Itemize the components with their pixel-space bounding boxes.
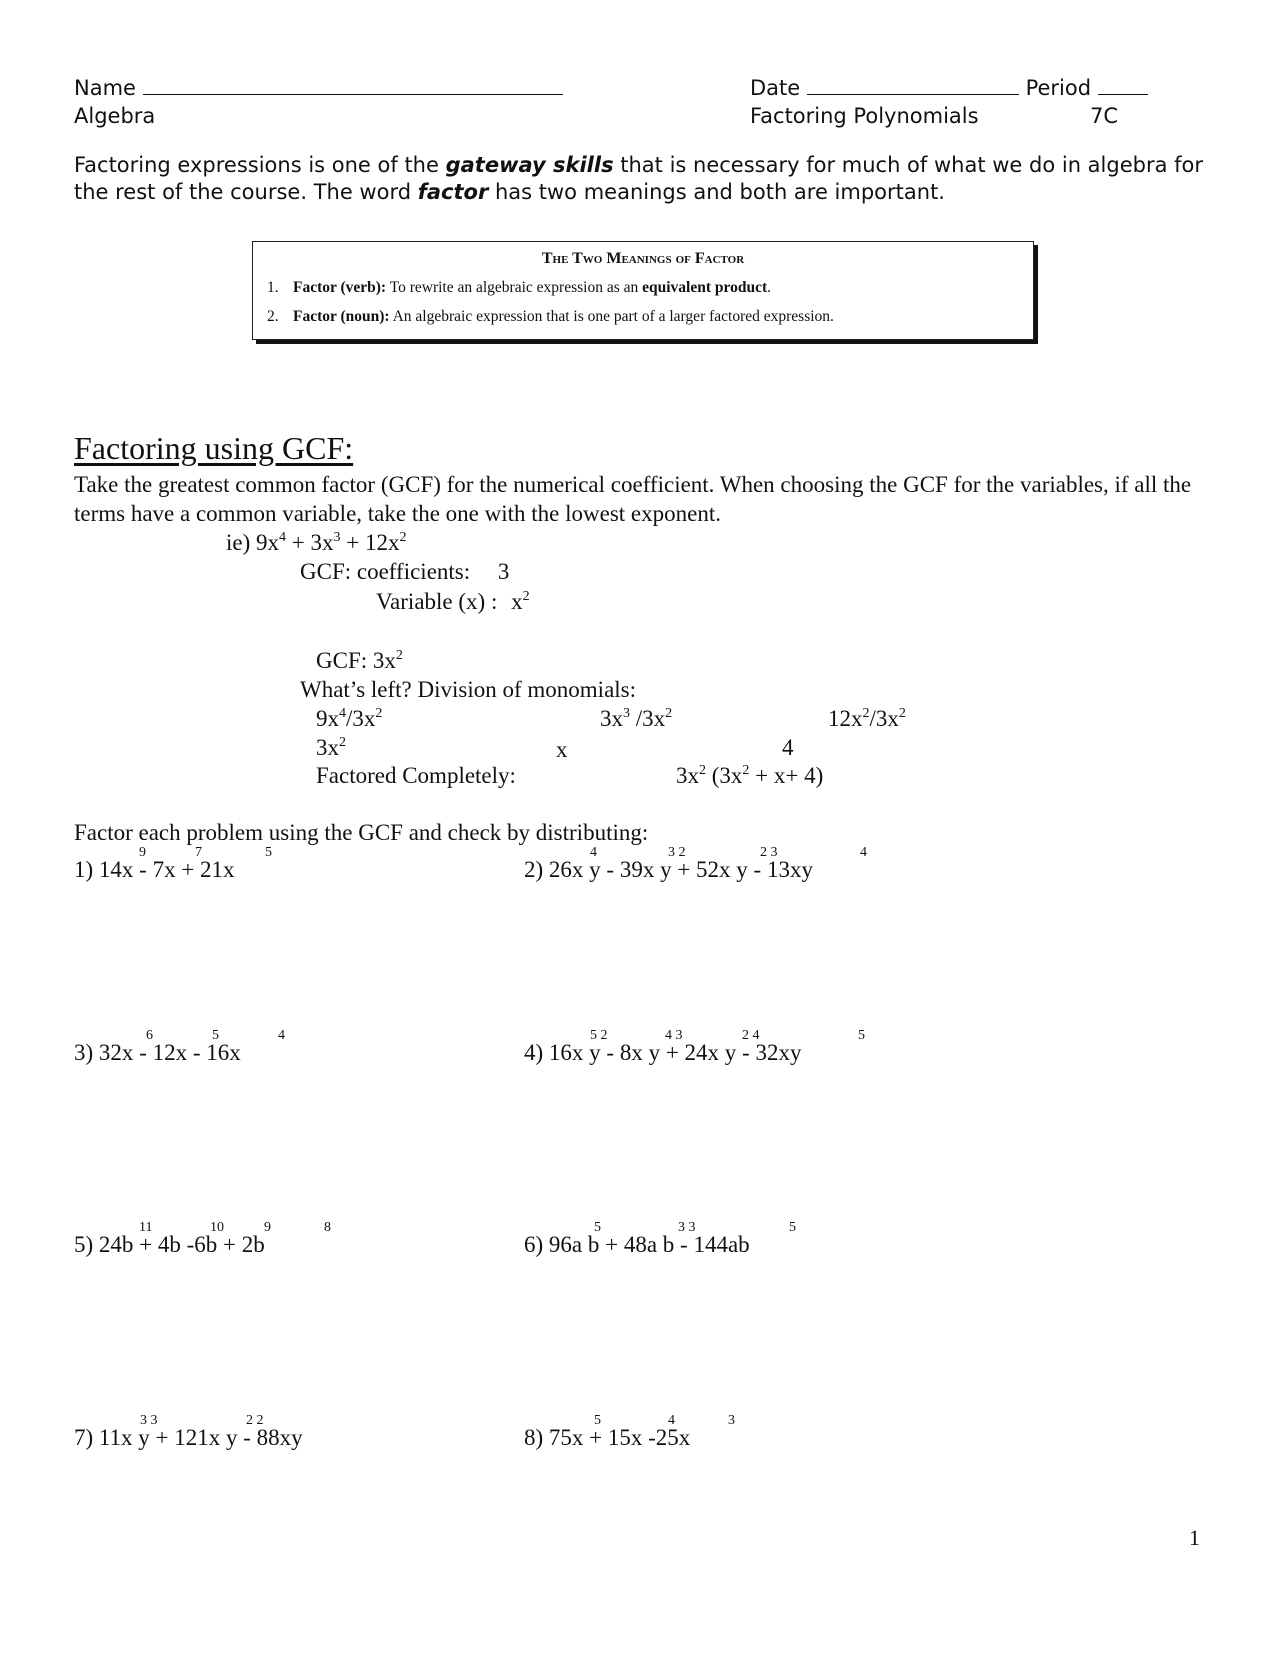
intro-text-1: Factoring expressions is one of the (74, 153, 446, 177)
exponent: 2 (522, 589, 530, 604)
exponent: 2 3 (760, 845, 778, 860)
exponent: 4 3 (665, 1028, 683, 1043)
intro-emphasis-factor: factor (417, 180, 489, 204)
exponent: 5 (265, 845, 272, 860)
example-term: + 3x (286, 530, 334, 555)
exponent: 5 (594, 1220, 601, 1235)
factored-part: 3x (676, 763, 699, 788)
date-label: Date (750, 76, 801, 100)
unit-title: Factoring Polynomials (750, 104, 979, 128)
unit-code: 7C (1090, 104, 1119, 128)
problem-5: 5) 24b + 4b -6b + 2b (74, 1232, 265, 1257)
problem-4: 4) 16x y - 8x y + 24x y - 32xy (524, 1040, 802, 1065)
gcf-variable-label: Variable (x) : (376, 589, 498, 614)
division-result-text: 3x (316, 735, 339, 760)
exponent: 2 (665, 706, 673, 721)
example-term: ie) 9x (226, 530, 280, 555)
division-result-2: x (556, 737, 568, 762)
factored-part: (3x (706, 763, 743, 788)
exponent: 2 (742, 763, 750, 778)
gcf-coefficients-row (300, 559, 509, 585)
problem-2: 2) 26x y - 39x y + 52x y - 13xy (524, 857, 813, 882)
definition-term: Factor (verb): (293, 279, 387, 296)
division-part: 9x (316, 706, 339, 731)
problem-1: 1) 14x - 7x + 21x (74, 857, 235, 882)
definition-number: 2. (267, 308, 279, 325)
exponent: 3 (728, 1413, 735, 1428)
division-part: 12x (828, 706, 863, 731)
exponent: 2 (375, 706, 383, 721)
example-expression (226, 530, 406, 556)
gcf-variable-row (376, 589, 530, 615)
gcf-variable-value: x (511, 589, 523, 614)
definition-number: 1. (267, 279, 279, 296)
division-part: /3x (869, 706, 899, 731)
intro-emphasis-gateway: gateway skills (445, 153, 614, 177)
exponent: 2 (395, 648, 403, 663)
definition-box-title: The Two Meanings of Factor (541, 250, 745, 267)
date-blank[interactable] (807, 76, 1019, 95)
exponent: 4 (860, 845, 867, 860)
example-term: + 12x (340, 530, 400, 555)
definition-item (267, 308, 834, 326)
factored-label: Factored Completely: (316, 763, 516, 788)
exponent: 5 (212, 1028, 219, 1043)
problem-3: 3) 32x - 12x - 16x (74, 1040, 241, 1065)
intro-text-2: that is necessary for much of what we do in algebra for the rest of the course. The word (74, 153, 1204, 204)
period-blank[interactable] (1098, 76, 1148, 95)
problems-instruction: Factor each problem using the GCF and check by distributing: (74, 820, 649, 845)
section-heading: Factoring using GCF: (74, 430, 354, 466)
problem-8: 8) 75x + 15x -25x (524, 1425, 691, 1450)
definition-term: Factor (noun): (293, 308, 390, 325)
exponent: 2 (339, 735, 346, 750)
exponent: 7 (195, 845, 202, 860)
definition-item (267, 279, 771, 297)
division-part: /3x (630, 706, 666, 731)
name-field-row (74, 76, 563, 100)
definition-end: . (767, 279, 772, 296)
gcf-coefficients-label: GCF: coefficients: (300, 559, 471, 584)
name-blank[interactable] (143, 76, 563, 95)
exponent: 2 (699, 763, 706, 778)
factored-result (676, 763, 823, 789)
gcf-result (316, 648, 403, 674)
exponent: 2 2 (246, 1413, 264, 1428)
exponent: 10 (210, 1220, 224, 1235)
definition-strong: equivalent product (642, 279, 768, 296)
exponent: 5 2 (590, 1028, 608, 1043)
exponent: 3 3 (678, 1220, 696, 1235)
division-result-1 (316, 735, 346, 761)
definition-text: To rewrite an algebraic expression as an (386, 279, 643, 296)
exponent: 5 (858, 1028, 865, 1043)
exponent: 9 (264, 1220, 271, 1235)
division-part: /3x (346, 706, 376, 731)
definition-box (252, 241, 1034, 340)
exponent: 3 (333, 530, 341, 545)
date-period-row (750, 76, 1148, 100)
definition-text: An algebraic expression that is one part of a larger factored expression. (389, 308, 834, 325)
whats-left-line: What’s left? Division of monomials: (300, 677, 637, 702)
exponent: 2 (862, 706, 870, 721)
division-term-1 (316, 706, 382, 732)
problem-6: 6) 96a b + 48a b - 144ab (524, 1232, 750, 1257)
exponent: 6 (146, 1028, 153, 1043)
exponent: 8 (324, 1220, 331, 1235)
division-part: 3x (600, 706, 623, 731)
exponent: 5 (594, 1413, 601, 1428)
exponent: 3 2 (668, 845, 686, 860)
division-result-3: 4 (782, 735, 794, 760)
division-term-3 (828, 706, 906, 732)
factored-part: + x+ 4) (749, 763, 824, 788)
exponent: 3 (623, 706, 630, 721)
exponent: 4 (278, 1028, 285, 1043)
exponent: 4 (668, 1413, 675, 1428)
page-number: 1 (1189, 1525, 1200, 1550)
gcf-coefficients-value: 3 (497, 559, 510, 584)
section-paragraph: Take the greatest common factor (GCF) for the numerical coefficient. When choosing the GCF for the variables, if all the terms have a common variable, take the one with the lowest exponent. (74, 472, 1192, 526)
exponent: 5 (789, 1220, 796, 1235)
exponent: 2 (898, 706, 906, 721)
intro-paragraph (74, 152, 1214, 206)
exponent: 3 3 (140, 1413, 158, 1428)
exponent: 4 (590, 845, 597, 860)
exponent: 4 (279, 530, 287, 545)
name-label: Name (74, 76, 136, 100)
exponent: 2 (399, 530, 407, 545)
gcf-result-text: GCF: 3x (316, 648, 396, 673)
exponent: 4 (339, 706, 346, 721)
exponent: 2 4 (742, 1028, 760, 1043)
intro-text-3: has two meanings and both are important. (488, 180, 945, 204)
problem-7: 7) 11x y + 121x y - 88xy (74, 1425, 303, 1450)
division-term-2 (600, 706, 672, 732)
exponent: 9 (139, 845, 146, 860)
subject-label: Algebra (74, 104, 156, 128)
period-label: Period (1025, 76, 1092, 100)
exponent: 11 (139, 1220, 153, 1235)
